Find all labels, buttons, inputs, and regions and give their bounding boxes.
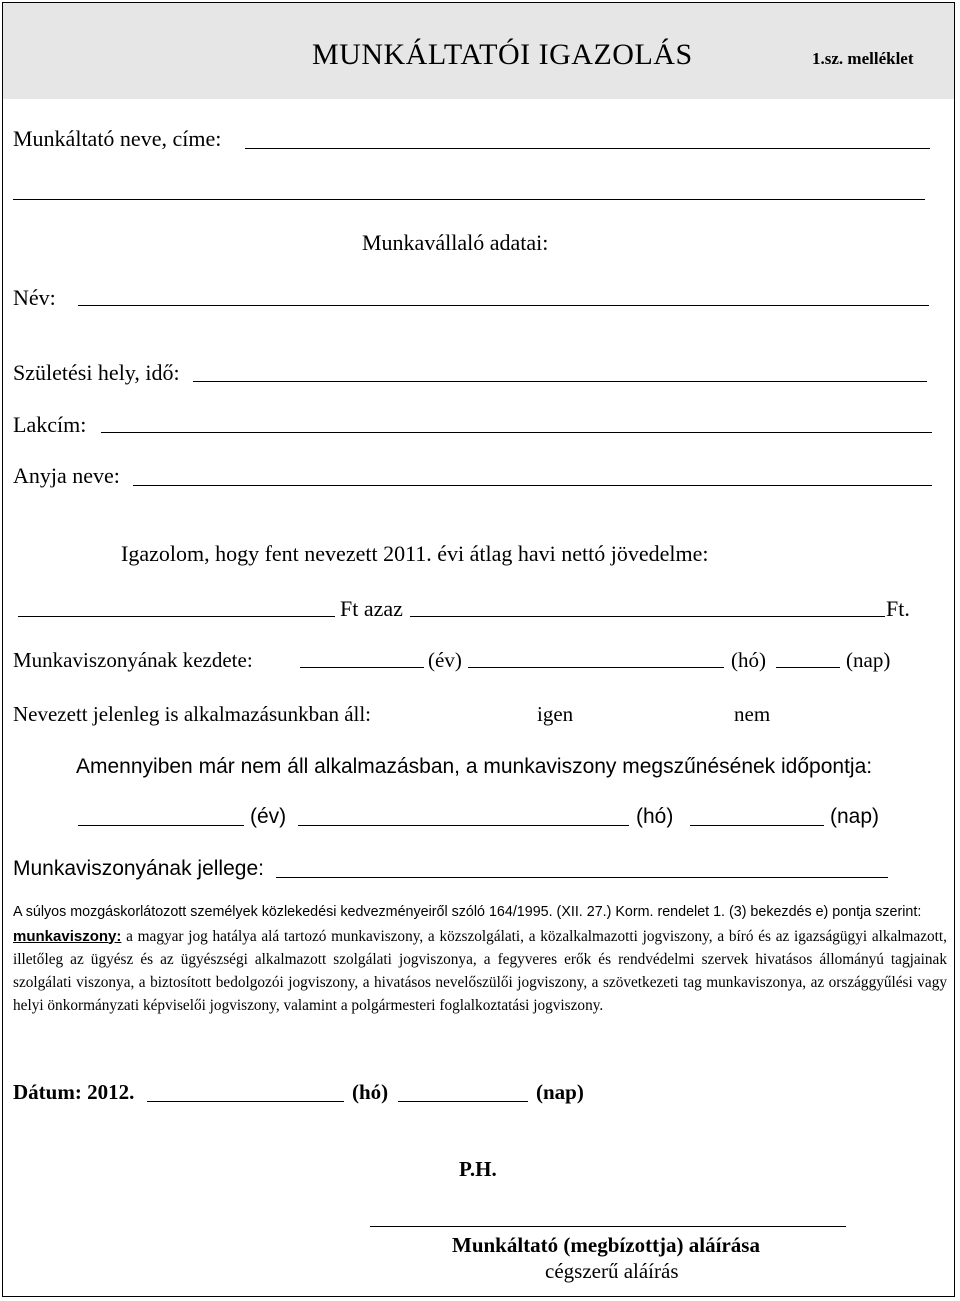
employee-section-title: Munkavállaló adatai: [362,230,549,255]
income-statement: Igazolom, hogy fent nevezett 2011. évi átlag havi nettó jövedelme: [121,541,709,566]
start-ev-label: (év) [428,648,462,672]
employer-name-line[interactable] [245,148,930,149]
legal-definition: a magyar jog hatálya alá tartozó munkaviszony, a közszolgálati, a közalkalmazotti jogviszony, a bíró és az igazságügyi alkalmazott, illetőleg az ügyész és az ügyészségi alkalmazott szolgálati jogviszonya, a fegyveres erők és rendvédelmi szervek hivatásos állományú tagjainak szolgálati viszonya, a biztosított bedolgozói jogviszony, a hivatásos nevelőszülői jogviszony, a szövetkezeti tag munkaviszonya, az országgyűlési vagy helyi önkormányzati képviselői jogviszony, valamint a polgármesteri foglalkoztatási jogviszony. [13,927,947,1014]
signature-line[interactable] [370,1226,846,1227]
date-ho-label: (hó) [352,1080,389,1104]
address-line[interactable] [101,432,932,433]
start-nap-label: (nap) [846,648,891,672]
end-ev-label: (év) [250,805,287,828]
nem-option[interactable]: nem [734,702,771,726]
legal-term: munkaviszony: [13,927,122,945]
birth-line[interactable] [193,381,927,382]
start-ho-label: (hó) [731,648,766,672]
birth-label: Születési hely, idő: [13,360,180,385]
igen-option[interactable]: igen [537,702,574,726]
date-day-line[interactable] [398,1101,528,1102]
signature-note: cégszerű aláírás [545,1259,679,1283]
address-label: Lakcím: [13,412,87,437]
nature-line[interactable] [276,877,888,878]
end-month-line[interactable] [298,825,629,826]
start-label: Munkaviszonyának kezdete: [13,648,253,672]
mother-line[interactable] [133,485,932,486]
legal-definition-paragraph [13,925,947,1017]
legal-intro: A súlyos mozgáskorlátozott személyek közlekedési kedvezményeiről szóló 164/1995. (XII. 27.) Korm. rendelet 1. (3) bekezdés e) pontja szerint: [13,904,922,920]
current-label: Nevezett jelenleg is alkalmazásunkban áll: [13,702,372,726]
legal-text [13,902,947,1017]
employer-address-line[interactable] [13,199,925,200]
name-label: Név: [13,285,56,310]
ft-label: Ft. [886,596,910,621]
end-day-line[interactable] [690,825,824,826]
form-title: MUNKÁLTATÓI IGAZOLÁS [312,38,693,71]
signature-label: Munkáltató (megbízottja) aláírása [452,1233,760,1257]
end-ho-label: (hó) [636,805,674,828]
employer-label: Munkáltató neve, címe: [13,126,222,151]
ft-azaz-label: Ft azaz [340,596,403,621]
nature-label: Munkaviszonyának jellege: [13,857,264,880]
end-nap-label: (nap) [830,805,880,828]
date-nap-label: (nap) [536,1080,584,1104]
end-year-line[interactable] [78,825,244,826]
stamp-label: P.H. [459,1157,497,1181]
date-label: Dátum: 2012. [13,1080,135,1104]
start-month-line[interactable] [468,667,724,668]
start-day-line[interactable] [776,667,840,668]
mother-label: Anyja neve: [13,463,120,488]
name-line[interactable] [78,305,929,306]
income-words-line[interactable] [410,616,885,617]
income-amount-line[interactable] [18,616,335,617]
termination-label: Amennyiben már nem áll alkalmazásban, a munkaviszony megszűnésének időpontja: [76,755,873,778]
start-year-line[interactable] [300,667,424,668]
annex-label: 1.sz. melléklet [812,49,914,68]
date-month-line[interactable] [147,1101,344,1102]
